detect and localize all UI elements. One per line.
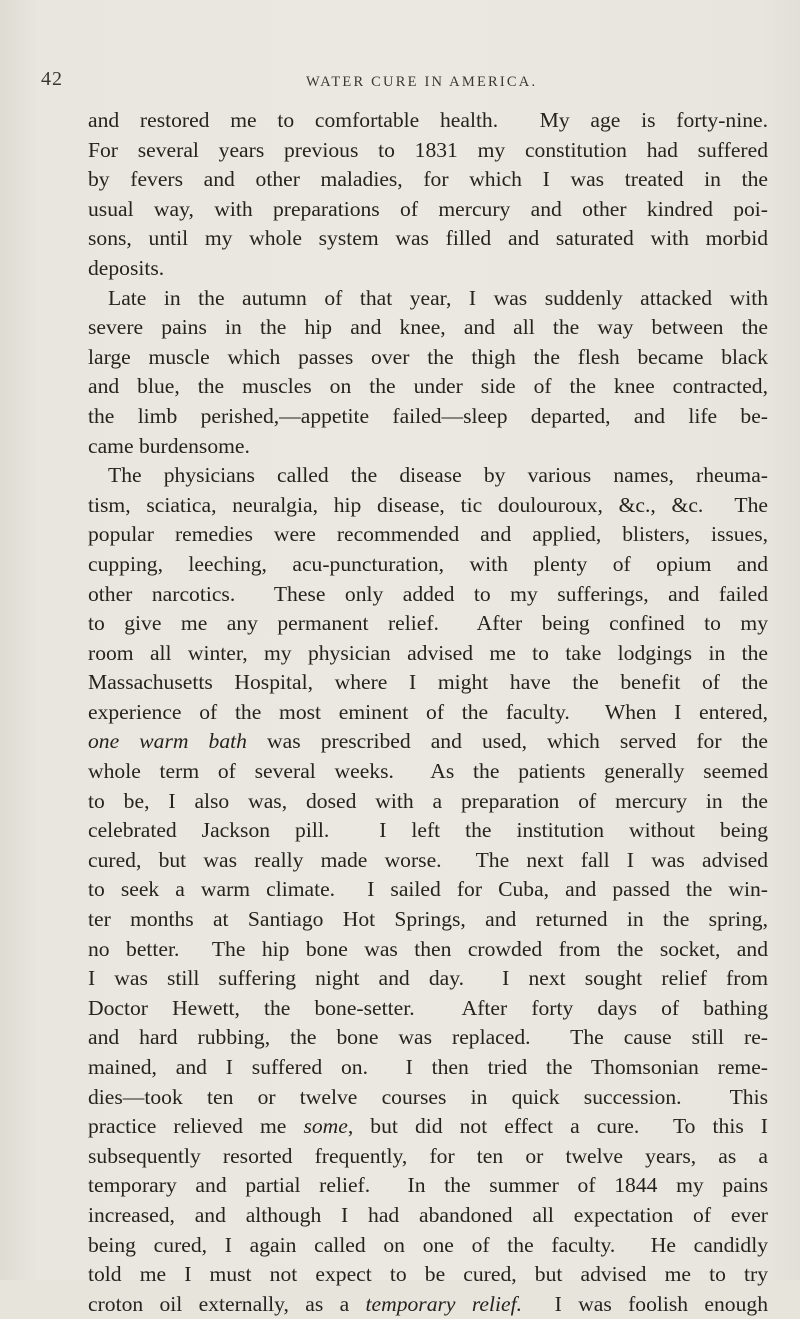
text-segment: being cured, I again called on one of the faculty. He candidly <box>88 1232 768 1257</box>
text-segment: dies—took ten or twelve courses in quick succession. This <box>88 1084 768 1109</box>
text-line <box>88 1290 768 1319</box>
text-line <box>88 461 768 491</box>
text-segment: was prescribed and used, which served for the <box>246 729 769 754</box>
text-segment: experience of the most eminent of the faculty. When I entered, <box>88 699 768 724</box>
text-line <box>88 875 768 905</box>
text-line <box>88 313 768 343</box>
text-line <box>88 994 768 1024</box>
text-line <box>88 816 768 846</box>
text-line <box>88 639 768 669</box>
text-segment: I was still suffering night and day. I next sought relief from <box>88 966 768 991</box>
text-segment: I was foolish enough <box>522 1291 768 1316</box>
text-segment: to be, I also was, dosed with a preparation of mercury in the <box>88 788 768 813</box>
text-line <box>88 136 768 166</box>
text-segment: tism, sciatica, neuralgia, hip disease, tic doulouroux, &c., &c. The <box>88 492 768 517</box>
text-segment: subsequently resorted frequently, for ten or twelve years, as a <box>88 1143 768 1168</box>
text-segment: whole term of several weeks. As the patients generally seemed <box>88 759 768 784</box>
text-line <box>88 1023 768 1053</box>
text-line <box>88 1053 768 1083</box>
text-line <box>88 106 768 136</box>
text-segment: to seek a warm climate. I sailed for Cuba, and passed the win- <box>88 877 768 902</box>
text-segment: large muscle which passes over the thigh the flesh became black <box>88 344 768 369</box>
text-segment: cupping, leeching, acu-puncturation, with plenty of opium and <box>88 551 768 576</box>
text-segment: no better. The hip bone was then crowded from the socket, and <box>88 936 768 961</box>
text-line <box>88 698 768 728</box>
text-line <box>88 550 768 580</box>
text-line <box>88 1231 768 1261</box>
text-line <box>88 1260 768 1290</box>
running-head: WATER CURE IN AMERICA. <box>306 74 538 90</box>
text-segment: came burdensome. <box>88 433 250 458</box>
body-text <box>88 106 768 1319</box>
text-line <box>88 846 768 876</box>
text-line <box>88 580 768 610</box>
text-segment: and blue, the muscles on the under side of the knee contracted, <box>88 374 768 399</box>
page-header <box>0 64 800 94</box>
text-segment: and hard rubbing, the bone was replaced. The cause still re- <box>88 1025 768 1050</box>
text-line <box>88 1171 768 1201</box>
text-segment: The physicians called the disease by various names, rheuma- <box>108 463 768 488</box>
text-line <box>88 343 768 373</box>
text-segment: For several years previous to 1831 my constitution had suffered <box>88 137 768 162</box>
italic-text: temporary relief. <box>365 1291 522 1316</box>
text-segment: , but did not effect a cure. To this I <box>347 1114 768 1139</box>
text-segment: celebrated Jackson pill. I left the institution without being <box>88 818 768 843</box>
text-line <box>88 432 768 462</box>
text-line <box>88 224 768 254</box>
text-line <box>88 905 768 935</box>
text-segment: other narcotics. These only added to my sufferings, and failed <box>88 581 768 606</box>
text-line <box>88 254 768 284</box>
text-line <box>88 787 768 817</box>
text-line <box>88 964 768 994</box>
text-segment: Doctor Hewett, the bone-setter. After forty days of bathing <box>88 995 768 1020</box>
text-line <box>88 1112 768 1142</box>
text-segment: room all winter, my physician advised me to take lodgings in the <box>88 640 768 665</box>
text-line <box>88 1142 768 1172</box>
text-segment: increased, and although I had abandoned all expectation of ever <box>88 1202 768 1227</box>
text-segment: temporary and partial relief. In the summer of 1844 my pains <box>88 1173 768 1198</box>
text-segment: to give me any permanent relief. After being confined to my <box>88 611 768 636</box>
italic-text: some <box>303 1114 348 1139</box>
text-line <box>88 195 768 225</box>
text-segment: deposits. <box>88 255 165 280</box>
text-line <box>88 284 768 314</box>
italic-text: one warm bath <box>88 729 247 754</box>
text-segment: croton oil externally, as a <box>88 1291 366 1316</box>
text-segment: by fevers and other maladies, for which I was treated in the <box>88 167 768 192</box>
text-segment: Massachusetts Hospital, where I might have the benefit of the <box>88 670 768 695</box>
text-segment: popular remedies were recommended and applied, blisters, issues, <box>88 522 768 547</box>
text-line <box>88 757 768 787</box>
text-segment: and restored me to comfortable health. My age is forty-nine. <box>88 108 768 132</box>
text-segment: severe pains in the hip and knee, and all the way between the <box>88 315 768 340</box>
text-line <box>88 372 768 402</box>
text-line <box>88 609 768 639</box>
page-number: 42 <box>41 68 63 90</box>
text-segment: mained, and I suffered on. I then tried the Thomsonian reme- <box>88 1055 768 1079</box>
text-line <box>88 491 768 521</box>
text-segment: ter months at Santiago Hot Springs, and returned in the spring, <box>88 907 768 932</box>
text-segment: cured, but was really made worse. The next fall I was advised <box>88 847 768 872</box>
text-line <box>88 1201 768 1231</box>
text-segment: practice relieved me <box>88 1114 304 1139</box>
text-segment: told me I must not expect to be cured, but advised me to try <box>88 1262 768 1287</box>
text-line <box>88 520 768 550</box>
text-segment: sons, until my whole system was filled and saturated with morbid <box>88 226 768 251</box>
text-line <box>88 402 768 432</box>
text-line <box>88 165 768 195</box>
text-segment: the limb perished,—appetite failed—sleep departed, and life be- <box>88 403 768 428</box>
text-line <box>88 727 768 757</box>
text-line <box>88 935 768 965</box>
text-segment: usual way, with preparations of mercury and other kindred poi- <box>88 196 768 221</box>
text-line <box>88 668 768 698</box>
text-line <box>88 1083 768 1113</box>
text-segment: Late in the autumn of that year, I was suddenly attacked with <box>108 285 768 310</box>
